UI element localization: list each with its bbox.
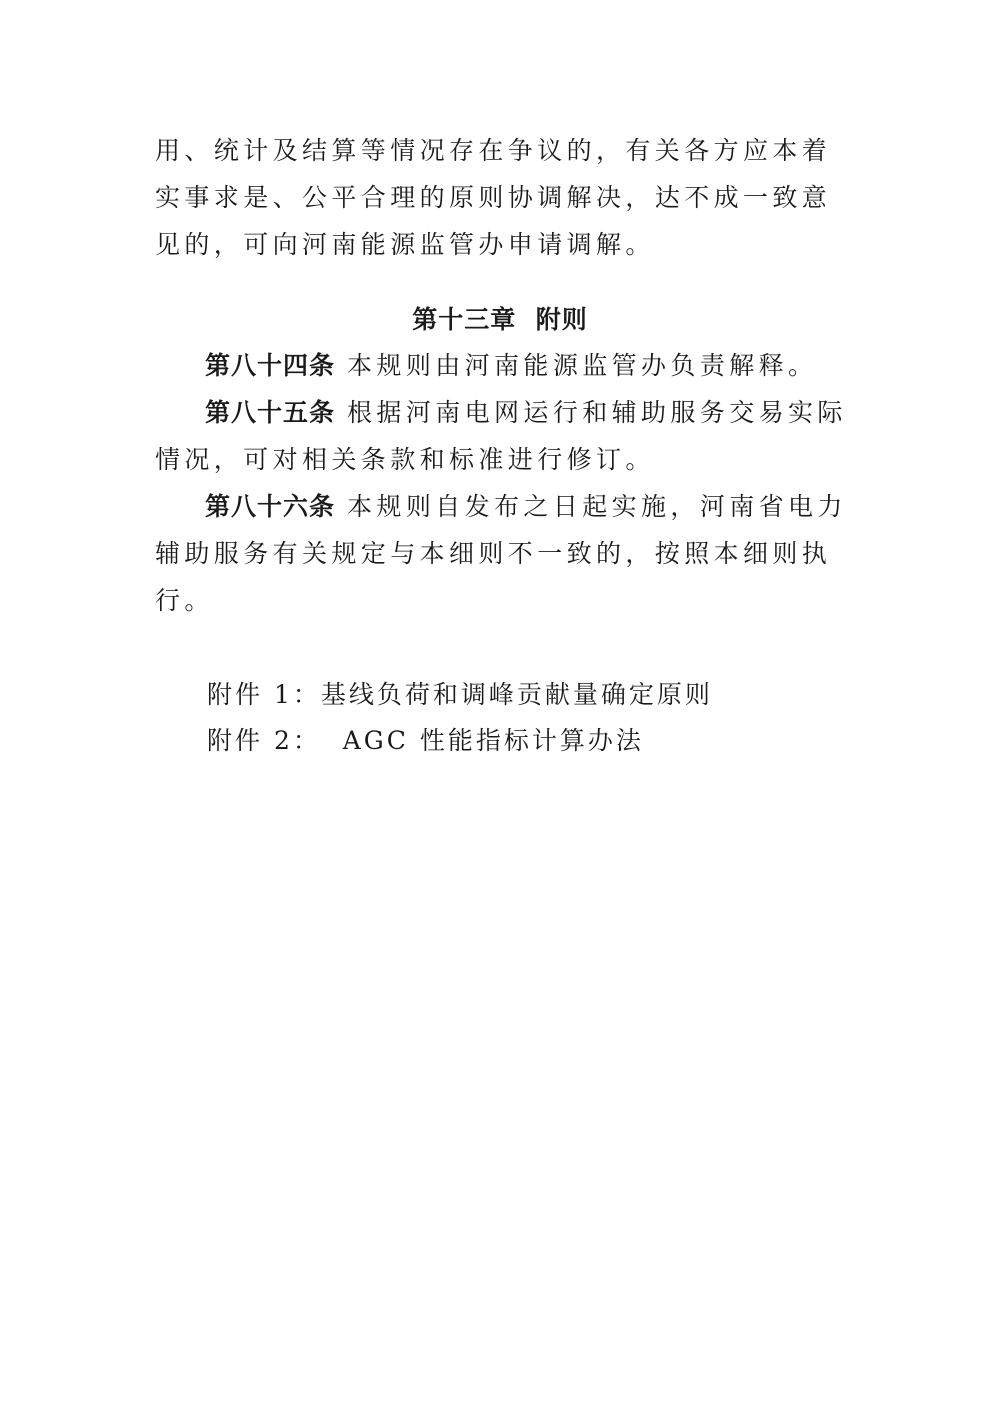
article-84 (155, 342, 855, 389)
article-85 (155, 389, 855, 483)
article-text: 根据河南电网运行和辅助服务交易实际情况，可对相关条款和标准进行修订。 (155, 398, 847, 474)
article-text: 本规则自发布之日起实施，河南省电力辅助服务有关规定与本细则不一致的，按照本细则执行。 (155, 492, 847, 615)
articles-section (155, 342, 855, 624)
continued-paragraph: 用、统计及结算等情况存在争议的，有关各方应本着实事求是、公平合理的原则协调解决，达不成一致意见的，可向河南能源监管办申请调解。 (155, 136, 832, 259)
attachment-item: 附件 2： AGC 性能指标计算办法 (207, 726, 644, 755)
article-label: 第八十六条 (205, 492, 336, 521)
chapter-heading: 第十三章 附则 (412, 305, 588, 334)
article-label: 第八十四条 (205, 351, 336, 380)
article-text: 本规则由河南能源监管办负责解释。 (347, 351, 818, 380)
attachment-item: 附件 1：基线负荷和调峰贡献量确定原则 (207, 680, 713, 709)
article-86 (155, 483, 855, 624)
attachments-list (207, 672, 713, 764)
article-label: 第八十五条 (205, 398, 336, 427)
